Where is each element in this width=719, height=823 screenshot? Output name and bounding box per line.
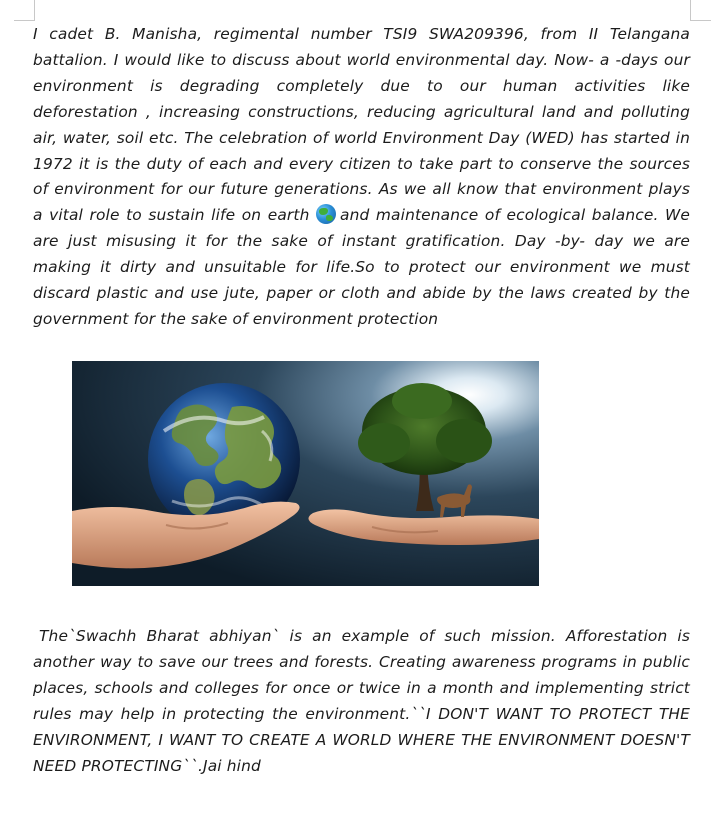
page-corner-mark-right bbox=[690, 0, 711, 21]
hands-holding-earth-and-tree-image bbox=[72, 361, 539, 586]
earth-globe-icon bbox=[316, 204, 336, 224]
intro-paragraph bbox=[33, 22, 690, 333]
intro-paragraph-continuation: and maintenance of ecological balance. We are just misusing it for the sake of instant gratification. Day -by- day we are making it dirty and unsuitable for life.So to protect our environment we must discard plastic and use jute, paper or cloth and abide by the laws created by the government for the sake of environment protection bbox=[33, 206, 690, 328]
page-corner-mark-left bbox=[14, 0, 35, 21]
closing-paragraph bbox=[33, 624, 690, 779]
closing-paragraph-text: The`Swachh Bharat abhiyan` is an example of such mission. Afforestation is another way to save our trees and forests. Creating awareness programs in public places, schools and colleges for once or twice in a month and implementing strict rules may help in protecting the environment.``I DON'T WANT TO PROTECT THE ENVIRONMENT, I WANT TO CREATE A WORLD WHERE THE ENVIRONMENT DOESN'T NEED PROTECTING``.Jai hind bbox=[33, 627, 690, 775]
intro-paragraph-text: I cadet B. Manisha, regimental number TSI9 SWA209396, from II Telangana battalion. I would like to discuss about world environmental day. Now- a -days our environment is degrading completely due to our human activities like deforestation , increasing constructions, reducing agricultural land and polluting air, water, soil etc. The celebration of world Environment Day (WED) has started in 1972 it is the duty of each and every citizen to take part to conserve the sources of environment for our future generations. As we all know that environment plays a vital role to sustain life on earth bbox=[33, 25, 690, 225]
